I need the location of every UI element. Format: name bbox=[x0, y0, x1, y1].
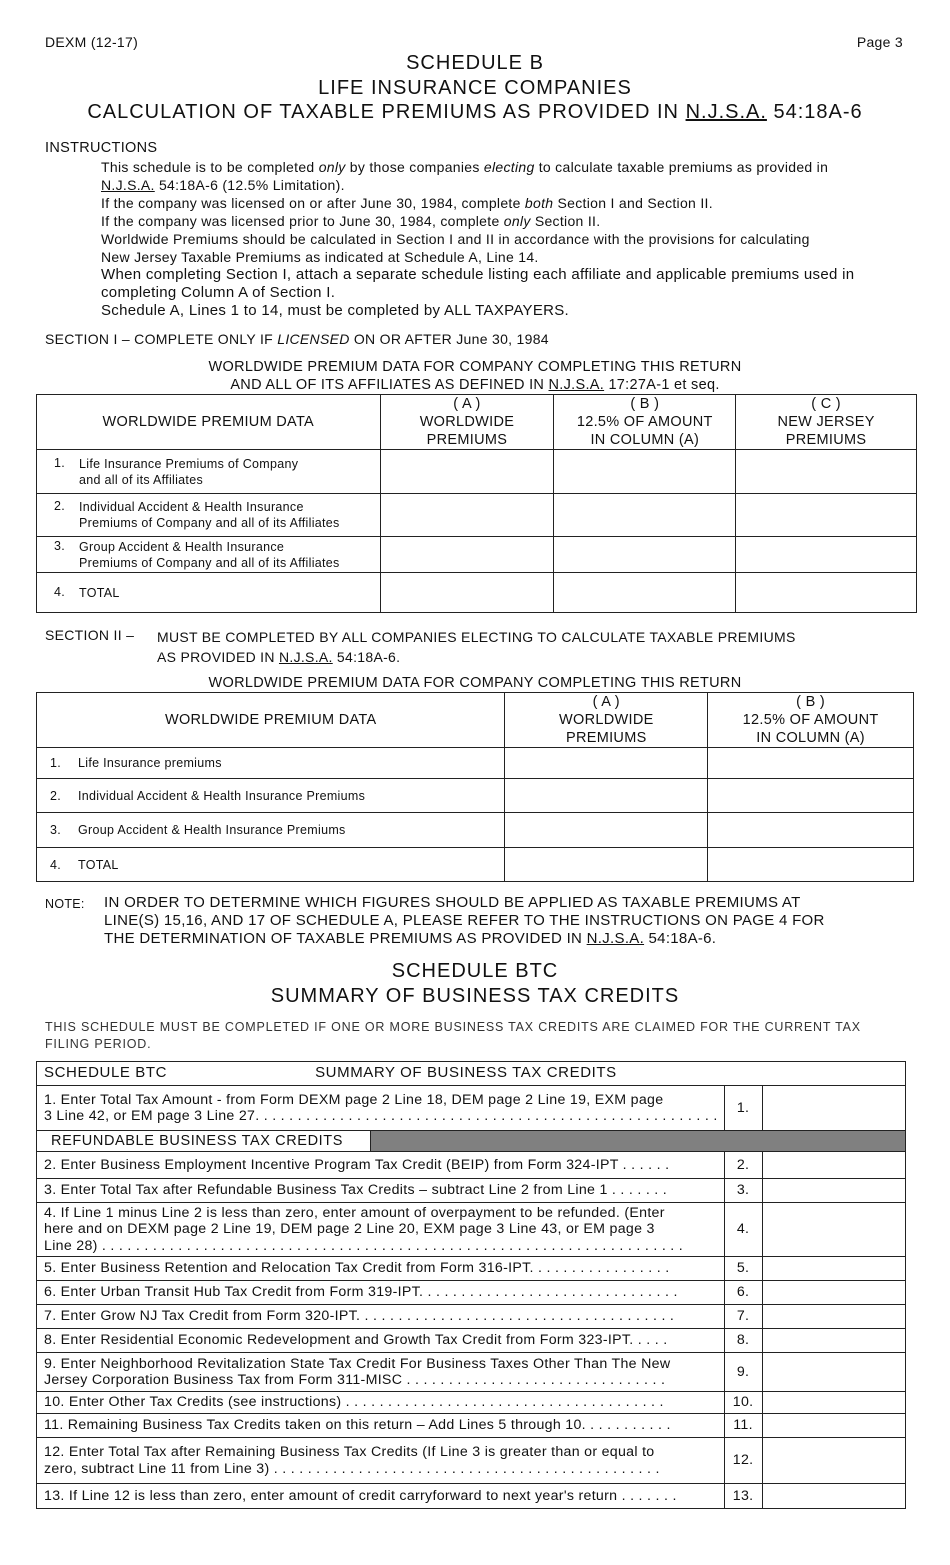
row-label bbox=[37, 450, 381, 494]
amount-input[interactable] bbox=[762, 1353, 905, 1392]
col-header bbox=[37, 395, 381, 450]
input-cell-b[interactable] bbox=[554, 450, 736, 494]
col-header-c bbox=[736, 395, 917, 450]
btc-table bbox=[36, 1061, 906, 1509]
text: Line 28) . . . . . . . . . . . . . . . . . . . . . . . . . . . . . . . . . . . . . . . . . . . . . . . . . . . . . . . . . . . . . . . . . . . . . bbox=[44, 1237, 684, 1254]
instr-line bbox=[101, 212, 916, 230]
line-number: 2. bbox=[724, 1152, 762, 1179]
note-label: NOTE: bbox=[45, 897, 85, 911]
header-line: WORLDWIDE bbox=[419, 414, 515, 430]
line-number: 1. bbox=[53, 455, 65, 470]
amount-input[interactable] bbox=[762, 1086, 905, 1131]
btc-line-4 bbox=[37, 1203, 906, 1257]
line-number: 13. bbox=[724, 1484, 762, 1509]
amount-input[interactable] bbox=[762, 1438, 905, 1484]
schedule-b-subtitle: LIFE INSURANCE COMPANIES bbox=[318, 77, 632, 99]
text: ON OR AFTER June 30, 1984 bbox=[349, 331, 549, 347]
emphasis: only bbox=[503, 213, 531, 229]
line-description: 7. Enter Grow NJ Tax Credit from Form 320-IPT. . . . . . . . . . . . . . . . . . . . . . . . . . . . . . . . . . . . . . bbox=[37, 1305, 725, 1329]
input-cell-c[interactable] bbox=[736, 537, 917, 573]
line-number: 10. bbox=[724, 1392, 762, 1414]
instructions-heading: INSTRUCTIONS bbox=[45, 140, 158, 156]
text: If the company was licensed on or after June 30, 1984, complete bbox=[101, 195, 525, 211]
statute-ref: N.J.S.A. bbox=[685, 101, 767, 123]
line-description: 8. Enter Residential Economic Redevelopment and Growth Tax Credit from Form 323-IPT. . . . . bbox=[37, 1329, 725, 1353]
header-line: ( A ) bbox=[453, 396, 481, 412]
amount-input[interactable] bbox=[762, 1179, 905, 1203]
text: AND ALL OF ITS AFFILIATES AS DEFINED IN bbox=[230, 377, 549, 393]
text: 1. Enter Total Tax Amount - from Form DEXM page 2 Line 18, DEM page 2 Line 19, EXM page bbox=[44, 1091, 664, 1108]
header-line: IN COLUMN (A) bbox=[590, 432, 700, 448]
instr-line: Worldwide Premiums should be calculated in Section I and II in accordance with the provisions for calculating bbox=[101, 231, 810, 247]
section-2-caption: WORLDWIDE PREMIUM DATA FOR COMPANY COMPLETING THIS RETURN bbox=[208, 675, 742, 691]
line-label bbox=[79, 456, 298, 488]
line-description bbox=[37, 1086, 725, 1131]
text: 4. If Line 1 minus Line 2 is less than zero, enter amount of overpayment to be refunded. (Enter bbox=[44, 1204, 665, 1221]
header-line: PREMIUMS bbox=[426, 432, 508, 448]
input-cell-b[interactable] bbox=[708, 748, 914, 779]
line-description: 6. Enter Urban Transit Hub Tax Credit from Form 319-IPT. . . . . . . . . . . . . . . . . . . . . . . . . . . . . . . bbox=[37, 1281, 725, 1305]
btc-line-6 bbox=[37, 1281, 906, 1305]
input-cell-b[interactable] bbox=[554, 494, 736, 537]
btc-line-2 bbox=[37, 1152, 906, 1179]
table-header-row bbox=[37, 693, 914, 748]
note-line: LINE(S) 15,16, AND 17 OF SCHEDULE A, PLEASE REFER TO THE INSTRUCTIONS ON PAGE 4 FOR bbox=[104, 912, 825, 929]
row-label bbox=[37, 494, 381, 537]
section-1-heading bbox=[45, 331, 549, 347]
btc-line-9 bbox=[37, 1353, 906, 1392]
row-label bbox=[37, 573, 381, 613]
notice-line: FILING PERIOD. bbox=[45, 1036, 152, 1051]
btc-line-10 bbox=[37, 1392, 906, 1414]
line-label bbox=[79, 539, 340, 571]
input-cell-b[interactable] bbox=[554, 573, 736, 613]
btc-header-left: SCHEDULE BTC bbox=[44, 1064, 168, 1082]
line-number: 4. bbox=[49, 857, 61, 872]
col-header-b bbox=[708, 693, 914, 748]
table-row bbox=[37, 494, 917, 537]
col-header bbox=[37, 693, 505, 748]
line-label: Group Accident & Health Insurance Premiums bbox=[78, 823, 346, 837]
text: 3 Line 42, or EM page 3 Line 27. . . . . . . . . . . . . . . . . . . . . . . . . . . . . . . . . . . . . . . . . . . . . . . . . . . . . . . bbox=[44, 1108, 718, 1124]
line-label: TOTAL bbox=[78, 857, 119, 872]
page-number: Page 3 bbox=[856, 34, 903, 50]
header-line: ( B ) bbox=[796, 694, 826, 710]
text: 17:27A-1 et seq. bbox=[604, 377, 720, 393]
line-number: 12. bbox=[724, 1438, 762, 1484]
text: AS PROVIDED IN bbox=[157, 649, 279, 665]
text: 54:18A-6 (12.5% Limitation). bbox=[154, 177, 345, 193]
line-number: 9. bbox=[724, 1353, 762, 1392]
text: Section I and Section II. bbox=[553, 195, 713, 211]
instr-line bbox=[101, 176, 916, 194]
line-description: 10. Enter Other Tax Credits (see instructions) . . . . . . . . . . . . . . . . . . . . . . . . . . . . . . . . . . . . . . bbox=[37, 1392, 725, 1414]
input-cell-c[interactable] bbox=[736, 450, 917, 494]
line-number: 7. bbox=[724, 1305, 762, 1329]
btc-header-right: SUMMARY OF BUSINESS TAX CREDITS bbox=[315, 1064, 617, 1082]
statute-ref: N.J.S.A. bbox=[548, 377, 605, 393]
row-label bbox=[37, 813, 505, 848]
line-number: 4. bbox=[53, 584, 65, 599]
text: and all of its Affiliates bbox=[79, 472, 204, 487]
table-header-row bbox=[37, 395, 917, 450]
row-label bbox=[37, 748, 505, 779]
amount-input[interactable] bbox=[762, 1414, 905, 1438]
input-cell-a[interactable] bbox=[380, 537, 554, 573]
line-description: 3. Enter Total Tax after Refundable Business Tax Credits – subtract Line 2 from Line 1 . . . . . . . bbox=[37, 1179, 725, 1203]
text: Premiums of Company and all of its Affiliates bbox=[79, 555, 340, 570]
input-cell-b[interactable] bbox=[708, 779, 914, 813]
note-line bbox=[104, 930, 904, 948]
table-row bbox=[37, 748, 914, 779]
line-description: 2. Enter Business Employment Incentive Program Tax Credit (BEIP) from Form 324-IPT . . . . . . bbox=[37, 1152, 725, 1179]
schedule-btc-title: SCHEDULE BTC bbox=[391, 960, 559, 982]
text: 54:18A-6. bbox=[332, 649, 401, 665]
text: MUST BE COMPLETED BY ALL COMPANIES ELECTING TO CALCULATE TAXABLE PREMIUMS bbox=[157, 629, 796, 645]
header-line: ( C ) bbox=[811, 396, 841, 412]
instr-line: completing Column A of Section I. bbox=[101, 284, 336, 301]
amount-input[interactable] bbox=[762, 1305, 905, 1329]
refundable-heading-row bbox=[37, 1131, 906, 1152]
line-number: 5. bbox=[724, 1257, 762, 1281]
section-1-table bbox=[36, 394, 917, 613]
instr-line: When completing Section I, attach a separate schedule listing each affiliate and applicable premiums used in bbox=[101, 266, 855, 283]
amount-input[interactable] bbox=[762, 1257, 905, 1281]
text: SECTION I – COMPLETE ONLY IF bbox=[45, 331, 278, 347]
amount-input[interactable] bbox=[762, 1281, 905, 1305]
btc-line-7 bbox=[37, 1305, 906, 1329]
line-number: 3. bbox=[49, 823, 61, 837]
header-line: ( B ) bbox=[630, 396, 660, 412]
line-number: 8. bbox=[724, 1329, 762, 1353]
shaded-bar bbox=[371, 1131, 906, 1152]
statute-ref: N.J.S.A. bbox=[586, 930, 645, 947]
note-body bbox=[104, 894, 904, 948]
col-header-b bbox=[554, 395, 736, 450]
header-line: PREMIUMS bbox=[566, 730, 647, 746]
amount-input[interactable] bbox=[762, 1484, 905, 1509]
line-number: 11. bbox=[724, 1414, 762, 1438]
header-label: WORLDWIDE PREMIUM DATA bbox=[164, 712, 377, 728]
btc-line-8 bbox=[37, 1329, 906, 1353]
section-1-caption-2 bbox=[0, 376, 950, 394]
line-description: 11. Remaining Business Tax Credits taken on this return – Add Lines 5 through 10. . . . . . . . . . . bbox=[37, 1414, 725, 1438]
text: Jersey Corporation Business Tax from Form 311-MISC . . . . . . . . . . . . . . . . . . . . . . . . . . . . . . . bbox=[44, 1372, 666, 1388]
col-header-a bbox=[380, 395, 554, 450]
line-description bbox=[37, 1203, 725, 1257]
btc-line-11 bbox=[37, 1414, 906, 1438]
line-number: 6. bbox=[724, 1281, 762, 1305]
amount-input[interactable] bbox=[762, 1329, 905, 1353]
form-id: DEXM (12-17) bbox=[45, 34, 139, 50]
amount-input[interactable] bbox=[762, 1152, 905, 1179]
amount-input[interactable] bbox=[762, 1392, 905, 1414]
input-cell-a[interactable] bbox=[380, 450, 554, 494]
text: Life Insurance Premiums of Company bbox=[79, 456, 299, 471]
line-number: 2. bbox=[53, 499, 65, 513]
table-row bbox=[37, 848, 914, 882]
input-cell-b[interactable] bbox=[708, 813, 914, 848]
header-line: ( A ) bbox=[592, 694, 620, 710]
section-2-label: SECTION II – bbox=[45, 627, 135, 643]
text: Individual Accident & Health Insurance bbox=[79, 500, 304, 514]
input-cell-c[interactable] bbox=[736, 573, 917, 613]
line-label: Life Insurance premiums bbox=[78, 756, 222, 770]
btc-notice bbox=[45, 1019, 905, 1052]
text: 12. Enter Total Tax after Remaining Business Tax Credits (If Line 3 is greater than or equal to bbox=[44, 1444, 655, 1460]
header-line: PREMIUMS bbox=[785, 432, 867, 448]
line-label bbox=[79, 499, 340, 531]
table-row bbox=[37, 537, 917, 573]
line-number: 1. bbox=[724, 1086, 762, 1131]
emphasis: both bbox=[524, 195, 554, 211]
notice-line: THIS SCHEDULE MUST BE COMPLETED IF ONE OR MORE BUSINESS TAX CREDITS ARE CLAIMED FOR THE CURRENT TAX bbox=[45, 1020, 861, 1034]
statute-ref: N.J.S.A. bbox=[278, 649, 333, 665]
text: Group Accident & Health Insurance bbox=[79, 539, 285, 554]
emphasis: LICENSED bbox=[277, 331, 350, 347]
instr-line: New Jersey Taxable Premiums as indicated at Schedule A, Line 14. bbox=[101, 249, 539, 265]
btc-header bbox=[37, 1062, 906, 1086]
col-header-a bbox=[505, 693, 708, 748]
line-number: 2. bbox=[49, 788, 61, 803]
header-line: WORLDWIDE bbox=[559, 712, 654, 728]
text: zero, subtract Line 11 from Line 3) . . . . . . . . . . . . . . . . . . . . . . . . . . . . . . . . . . . . . . . . . . . . . . bbox=[44, 1460, 660, 1477]
instr-line bbox=[101, 158, 916, 176]
heading-statute-number: 54:18A-6 bbox=[766, 101, 863, 123]
input-cell-a[interactable] bbox=[505, 848, 708, 882]
refundable-heading: REFUNDABLE BUSINESS TAX CREDITS bbox=[37, 1131, 371, 1152]
input-cell-a[interactable] bbox=[505, 779, 708, 813]
header-line: 12.5% OF AMOUNT bbox=[742, 712, 879, 728]
text: If the company was licensed prior to June 30, 1984, complete bbox=[101, 213, 504, 229]
table-row bbox=[37, 813, 914, 848]
text: by those companies bbox=[345, 159, 484, 175]
input-cell-b[interactable] bbox=[708, 848, 914, 882]
btc-line-1 bbox=[37, 1086, 906, 1131]
section-2-heading bbox=[157, 627, 796, 667]
line-description: 13. If Line 12 is less than zero, enter amount of credit carryforward to next year's return . . . . . . . bbox=[37, 1484, 725, 1509]
text-line bbox=[157, 647, 796, 667]
input-cell-a[interactable] bbox=[380, 494, 554, 537]
line-number: 3. bbox=[724, 1179, 762, 1203]
header-line: 12.5% OF AMOUNT bbox=[576, 414, 713, 430]
btc-line-12 bbox=[37, 1438, 906, 1484]
statute-ref: N.J.S.A. bbox=[101, 177, 155, 193]
schedule-b-heading bbox=[0, 101, 950, 124]
table-row bbox=[37, 450, 917, 494]
text: Premiums of Company and all of its Affiliates bbox=[79, 516, 340, 530]
input-cell-a[interactable] bbox=[505, 813, 708, 848]
text: 9. Enter Neighborhood Revitalization State Tax Credit For Business Taxes Other Than The New bbox=[44, 1355, 671, 1372]
text: 54:18A-6. bbox=[644, 930, 717, 947]
note-line: IN ORDER TO DETERMINE WHICH FIGURES SHOULD BE APPLIED AS TAXABLE PREMIUMS AT bbox=[104, 894, 801, 911]
btc-header-row bbox=[37, 1062, 906, 1086]
line-description bbox=[37, 1438, 725, 1484]
table-row bbox=[37, 573, 917, 613]
emphasis: only bbox=[318, 159, 346, 175]
input-cell-a[interactable] bbox=[380, 573, 554, 613]
line-description: 5. Enter Business Retention and Relocation Tax Credit from Form 316-IPT. . . . . . . . . . . . . . . . . bbox=[37, 1257, 725, 1281]
input-cell-b[interactable] bbox=[554, 537, 736, 573]
text: Section II. bbox=[530, 213, 601, 229]
btc-line-3 bbox=[37, 1179, 906, 1203]
instr-line: Schedule A, Lines 1 to 14, must be completed by ALL TAXPAYERS. bbox=[101, 302, 570, 319]
header-line: NEW JERSEY bbox=[777, 414, 875, 430]
input-cell-a[interactable] bbox=[505, 748, 708, 779]
header-line: IN COLUMN (A) bbox=[756, 730, 865, 746]
line-number: 1. bbox=[49, 756, 61, 770]
row-label bbox=[37, 779, 505, 813]
table-row bbox=[37, 779, 914, 813]
row-label bbox=[37, 848, 505, 882]
instructions-body bbox=[101, 158, 916, 320]
text: This schedule is to be completed bbox=[101, 159, 319, 175]
row-label bbox=[37, 537, 381, 573]
emphasis: electing bbox=[483, 159, 535, 175]
input-cell-c[interactable] bbox=[736, 494, 917, 537]
text: here and on DEXM page 2 Line 19, DEM page 2 Line 20, EXM page 3 Line 43, or EM page 3 bbox=[44, 1221, 655, 1238]
line-number: 4. bbox=[724, 1203, 762, 1257]
heading-text: CALCULATION OF TAXABLE PREMIUMS AS PROVIDED IN bbox=[87, 101, 686, 123]
text: THE DETERMINATION OF TAXABLE PREMIUMS AS PROVIDED IN bbox=[104, 930, 587, 947]
line-number: 3. bbox=[53, 538, 65, 553]
line-label: TOTAL bbox=[79, 585, 120, 600]
text: to calculate taxable premiums as provided in bbox=[534, 159, 829, 175]
section-2-table bbox=[36, 692, 914, 882]
line-label: Individual Accident & Health Insurance Premiums bbox=[78, 788, 366, 803]
header-label: WORLDWIDE PREMIUM DATA bbox=[102, 414, 314, 430]
btc-line-5 bbox=[37, 1257, 906, 1281]
line-description bbox=[37, 1353, 725, 1392]
section-1-caption: WORLDWIDE PREMIUM DATA FOR COMPANY COMPLETING THIS RETURN bbox=[208, 359, 742, 375]
schedule-btc-subtitle: SUMMARY OF BUSINESS TAX CREDITS bbox=[270, 985, 680, 1007]
schedule-b-title: SCHEDULE B bbox=[406, 52, 544, 74]
amount-input[interactable] bbox=[762, 1203, 905, 1257]
instr-line bbox=[101, 194, 916, 212]
btc-line-13 bbox=[37, 1484, 906, 1509]
